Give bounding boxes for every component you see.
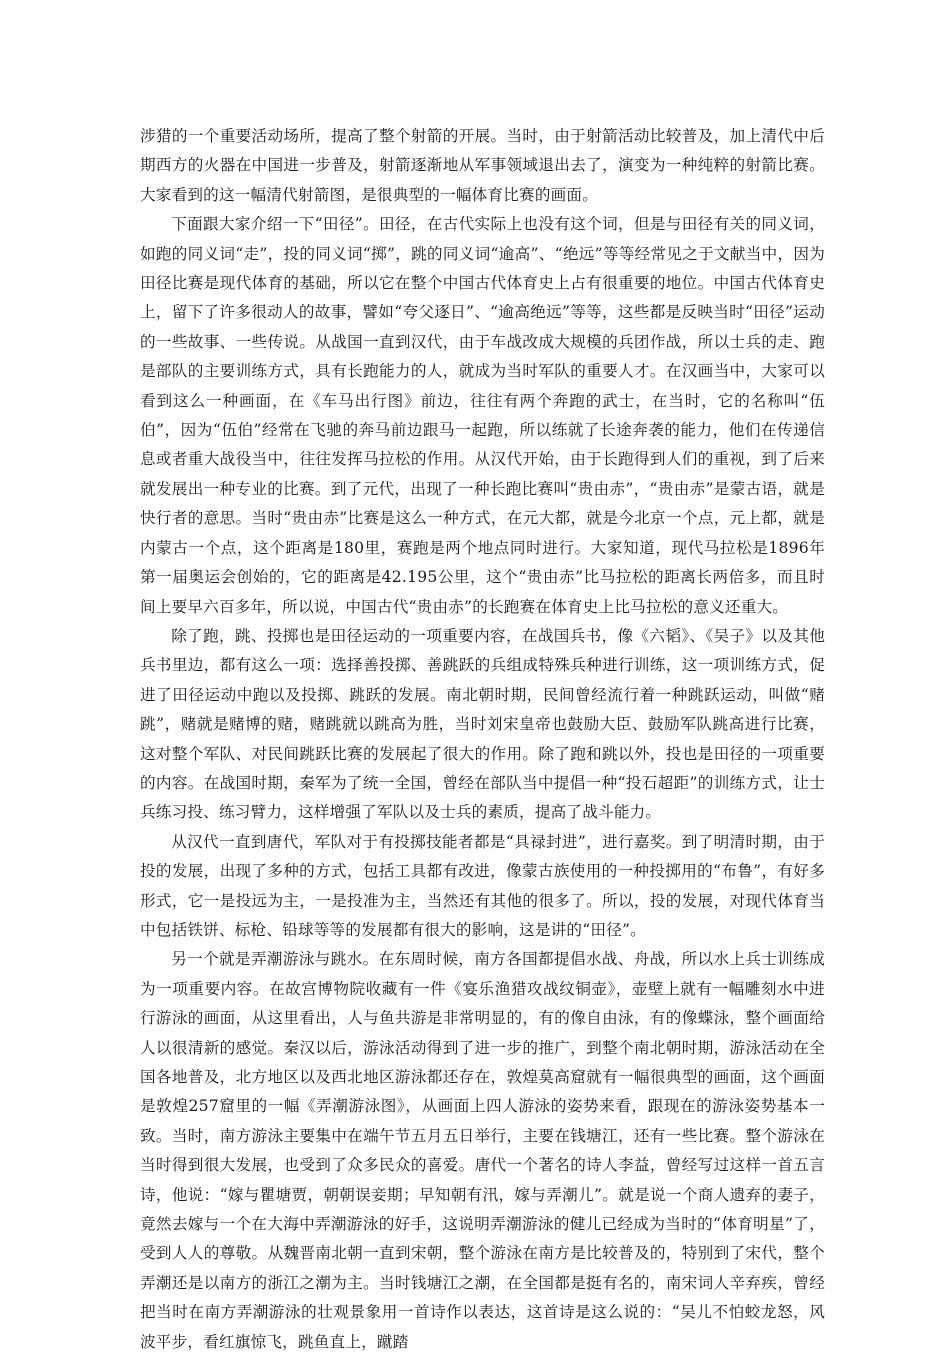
paragraph-throwing-development: 从汉代一直到唐代，军队对于有投掷技能者都是“具禄封进”，进行嘉奖。到了明清时期，由于投的发展，出现了多种的方式，包括工具都有改进，像蒙古族使用的一种投掷用的“布鲁”，有好多形式，它一是投远为主，一是投准为主，当然还有其他的很多了。所以，投的发展，对现代体育当中包括铁饼、标枪、铅球等等的发展都有很大的影响，这是讲的“田径”。 — [140, 832, 825, 939]
paragraph-archery-continuation: 涉猎的一个重要活动场所，提高了整个射箭的开展。当时，由于射箭活动比较普及，加上清代中后期西方的火器在中国进一步普及，射箭逐渐地从军事领域退出去了，演变为一种纯粹的射箭比赛。大家看到的这一幅清代射箭图，是很典型的一幅体育比赛的画面。 — [140, 127, 825, 204]
paragraph-track-and-field-running: 下面跟大家介绍一下“田径”。田径，在古代实际上也没有这个词，但是与田径有关的同义词，如跑的同义词“走”，投的同义词“掷”，跳的同义词“逾高”、“绝远”等等经常见之于文献当中，因为田径比赛是现代体育的基础，所以它在整个中国古代体育史上占有很重要的地位。中国古代体育史上，留下了许多很动人的故事，譬如“夸父逐日”、“逾高绝远”等等，这些都是反映当时“田径”运动的一些故事、一些传说。从战国一直到汉代，由于车战改成大规模的兵团作战，所以士兵的走、跑是部队的主要训练方式，具有长跑能力的人，就成为当时军队的重要人才。在汉画当中，大家可以看到这么一种画面，在《车马出行图》前边，往往有两个奔跑的武士，在当时，它的名称叫“伍伯”，因为“伍伯”经常在飞驰的奔马前边跟马一起跑，所以练就了长途奔袭的能力，他们在传递信息或者重大战役当中，往往发挥马拉松的作用。从汉代开始，由于长跑得到人们的重视，到了后来就发展出一种专业的比赛。到了元代，出现了一种长跑比赛叫“贵由赤”，“贵由赤”是蒙古语，就是快行者的意思。当时“贵由赤”比赛是这么一种方式，在元大都，就是今北京一个点，元上都，就是内蒙古一个点，这个距离是180里，赛跑是两个地点同时进行。大家知道，现代马拉松是1896年第一届奥运会创始的，它的距离是42.195公里，这个“贵由赤”比马拉松的距离长两倍多，而且时间上要早六百多年，所以说，中国古代“贵由赤”的长跑赛在体育史上比马拉松的意义还重大。 — [140, 215, 825, 616]
paragraph-jumping-and-throwing: 除了跑，跳、投掷也是田径运动的一项重要内容，在战国兵书，像《六韬》、《吴子》以及其他兵书里边，都有这么一项：选择善投掷、善跳跃的兵组成特殊兵种进行训练，这一项训练方式，促进了田径运动中跑以及投掷、跳跃的发展。南北朝时期，民间曾经流行着一种跳跃运动，叫做“赌跳”，赌就是赌博的赌，赌跳就以跳高为胜，当时刘宋皇帝也鼓励大臣、鼓励军队跳高进行比赛，这对整个军队、对民间跳跃比赛的发展起了很大的作用。除了跑和跳以外，投也是田径的一项重要的内容。在战国时期，秦军为了统一全国，曾经在部队当中提倡一种“投石超距”的训练方式，让士兵练习投、练习臂力，这样增强了军队以及士兵的素质，提高了战斗能力。 — [140, 626, 825, 822]
paragraph-swimming-and-diving: 另一个就是弄潮游泳与跳水。在东周时候，南方各国都提倡水战、舟战，所以水上兵士训练成为一项重要内容。在故宫博物院收藏有一件《宴乐渔猎攻战纹铜壶》，壶壁上就有一幅雕刻水中进行游泳的画面，从这里看出，人与鱼共游是非常明显的，有的像自由泳，有的像蝶泳，整个画面给人以很清新的感觉。秦汉以后，游泳活动得到了进一步的推广，到整个南北朝时期，游泳活动在全国各地普及，北方地区以及西北地区游泳都还存在，敦煌莫高窟就有一幅很典型的画面，这个画面是敦煌257窟里的一幅《弄潮游泳图》，从画面上四人游泳的姿势来看，跟现在的游泳姿势基本一致。当时，南方游泳主要集中在端午节五月五日举行，主要在钱塘江，还有一些比赛。整个游泳在当时得到很大发展，也受到了众多民众的喜爱。唐代一个著名的诗人李益，曾经写过这样一首五言诗，他说：“嫁与瞿塘贾，朝朝误妾期；早知朝有汛，嫁与弄潮儿”。就是说一个商人遗弃的妻子，竟然去嫁与一个在大海中弄潮游泳的好手，这说明弄潮游泳的健儿已经成为当时的“体育明星”了，受到人人的尊敬。从魏晋南北朝一直到宋朝，整个游泳在南方是比较普及的，特别到了宋代，整个弄潮还是以南方的浙江之潮为主。当时钱塘江之潮，在全国都是挺有名的，南宋词人辛弃疾，曾经把当时在南方弄潮游泳的壮观景象用一首诗作以表达，这首诗是这么说的：“吴儿不怕蛟龙怒，风波平步，看红旗惊飞，跳鱼直上，蹴踏 — [140, 950, 825, 1351]
document-page — [140, 122, 825, 1357]
